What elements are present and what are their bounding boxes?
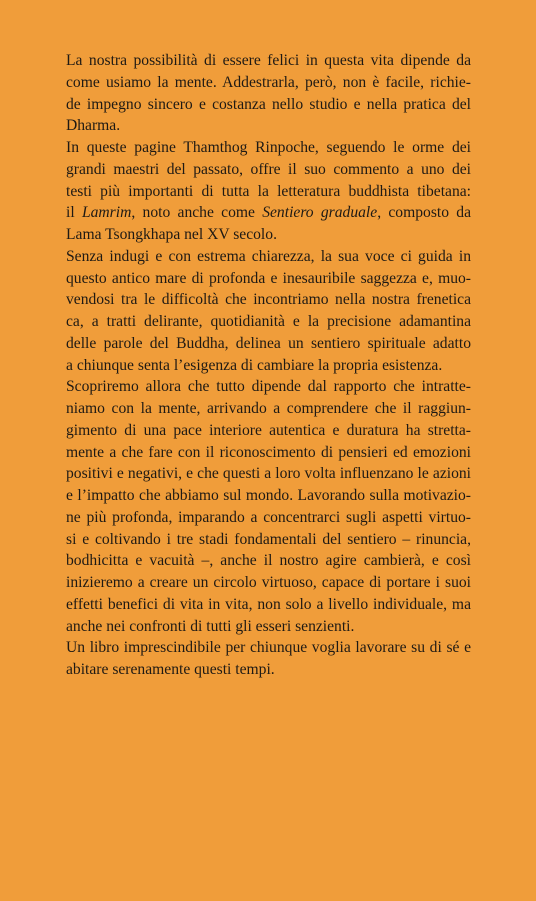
text-line: Dharma. <box>66 117 121 135</box>
paragraph-3 <box>66 246 471 377</box>
text-line: de impegno sincero e costanza nello studio e nella pratica del <box>66 95 471 113</box>
text-line: questo antico mare di profonda e inesauribile saggezza e, muo- <box>66 269 471 287</box>
text-line: effetti benefici di vita in vita, non solo a livello individuale, ma <box>66 595 471 613</box>
text-line: vendosi tra le difficoltà che incontriamo nella nostra frenetica <box>66 291 471 309</box>
text-line: Un libro imprescindibile per chiunque voglia lavorare su di sé e <box>66 639 471 657</box>
text-line: grandi maestri del passato, offre il suo commento a uno dei <box>66 160 471 178</box>
back-cover-text <box>66 50 471 681</box>
text-line: e l’impatto che abbiamo sul mondo. Lavorando sulla motivazio- <box>66 487 471 504</box>
text-line: Senza indugi e con estrema chiarezza, la sua voce ci guida in <box>66 247 471 265</box>
text-line: Lama Tsongkhapa nel XV secolo. <box>66 226 277 243</box>
paragraph-2 <box>66 137 471 246</box>
text-line: testi più importanti di tutta la letteratura buddhista tibetana: <box>66 182 471 200</box>
text-line: come usiamo la mente. Addestrarla, però, non è facile, richie- <box>66 73 471 91</box>
text-line: niamo con la mente, arrivando a comprendere che il raggiun- <box>66 400 471 417</box>
text-line: inizieremo a creare un circolo virtuoso, capace di portare i suoi <box>66 574 471 591</box>
text-line: a chiunque senta l’esigenza di cambiare la propria esistenza. <box>66 356 443 374</box>
text-line: Scopriremo allora che tutto dipende dal rapporto che intratte- <box>66 378 471 396</box>
text-line: mente a che fare con il riconoscimento di pensieri ed emozioni <box>66 443 471 461</box>
paragraph-4 <box>66 376 471 637</box>
text-line: In queste pagine Thamthog Rinpoche, seguendo le orme dei <box>66 139 471 156</box>
book-title-sentiero-graduale: Sentiero graduale <box>262 204 378 222</box>
text-line: bodhicitta e vacuità –, anche il nostro agire cambierà, e così <box>66 552 471 570</box>
text-line: ca, a tratti delirante, quotidianità e la precisione adamantina <box>66 313 471 330</box>
text-line: gimento di una pace interiore autentica e duratura ha stretta- <box>66 421 471 439</box>
text-line: delle parole del Buddha, delinea un sentiero spirituale adatto <box>66 334 471 352</box>
book-title-lamrim: Lamrim <box>81 204 132 222</box>
text-line: positivi e negativi, e che questi a loro volta influenzano le azioni <box>66 465 471 483</box>
paragraph-5 <box>66 637 471 681</box>
text-line: La nostra possibilità di essere felici in questa vita dipende da <box>66 52 471 69</box>
text-line: si e coltivando i tre stadi fondamentali del sentiero – rinuncia, <box>66 530 471 548</box>
text-line: anche nei confronti di tutti gli esseri senzienti. <box>66 617 355 635</box>
line-middle: , noto anche come <box>131 204 263 222</box>
line-suffix: , composto da <box>377 204 472 222</box>
text-line: abitare serenamente questi tempi. <box>66 661 275 678</box>
text-line: ne più profonda, imparando a concentrarci sugli aspetti virtuo- <box>66 508 471 526</box>
line-prefix: il <box>66 204 82 222</box>
text-line-with-titles <box>66 202 471 224</box>
paragraph-1 <box>66 50 471 137</box>
